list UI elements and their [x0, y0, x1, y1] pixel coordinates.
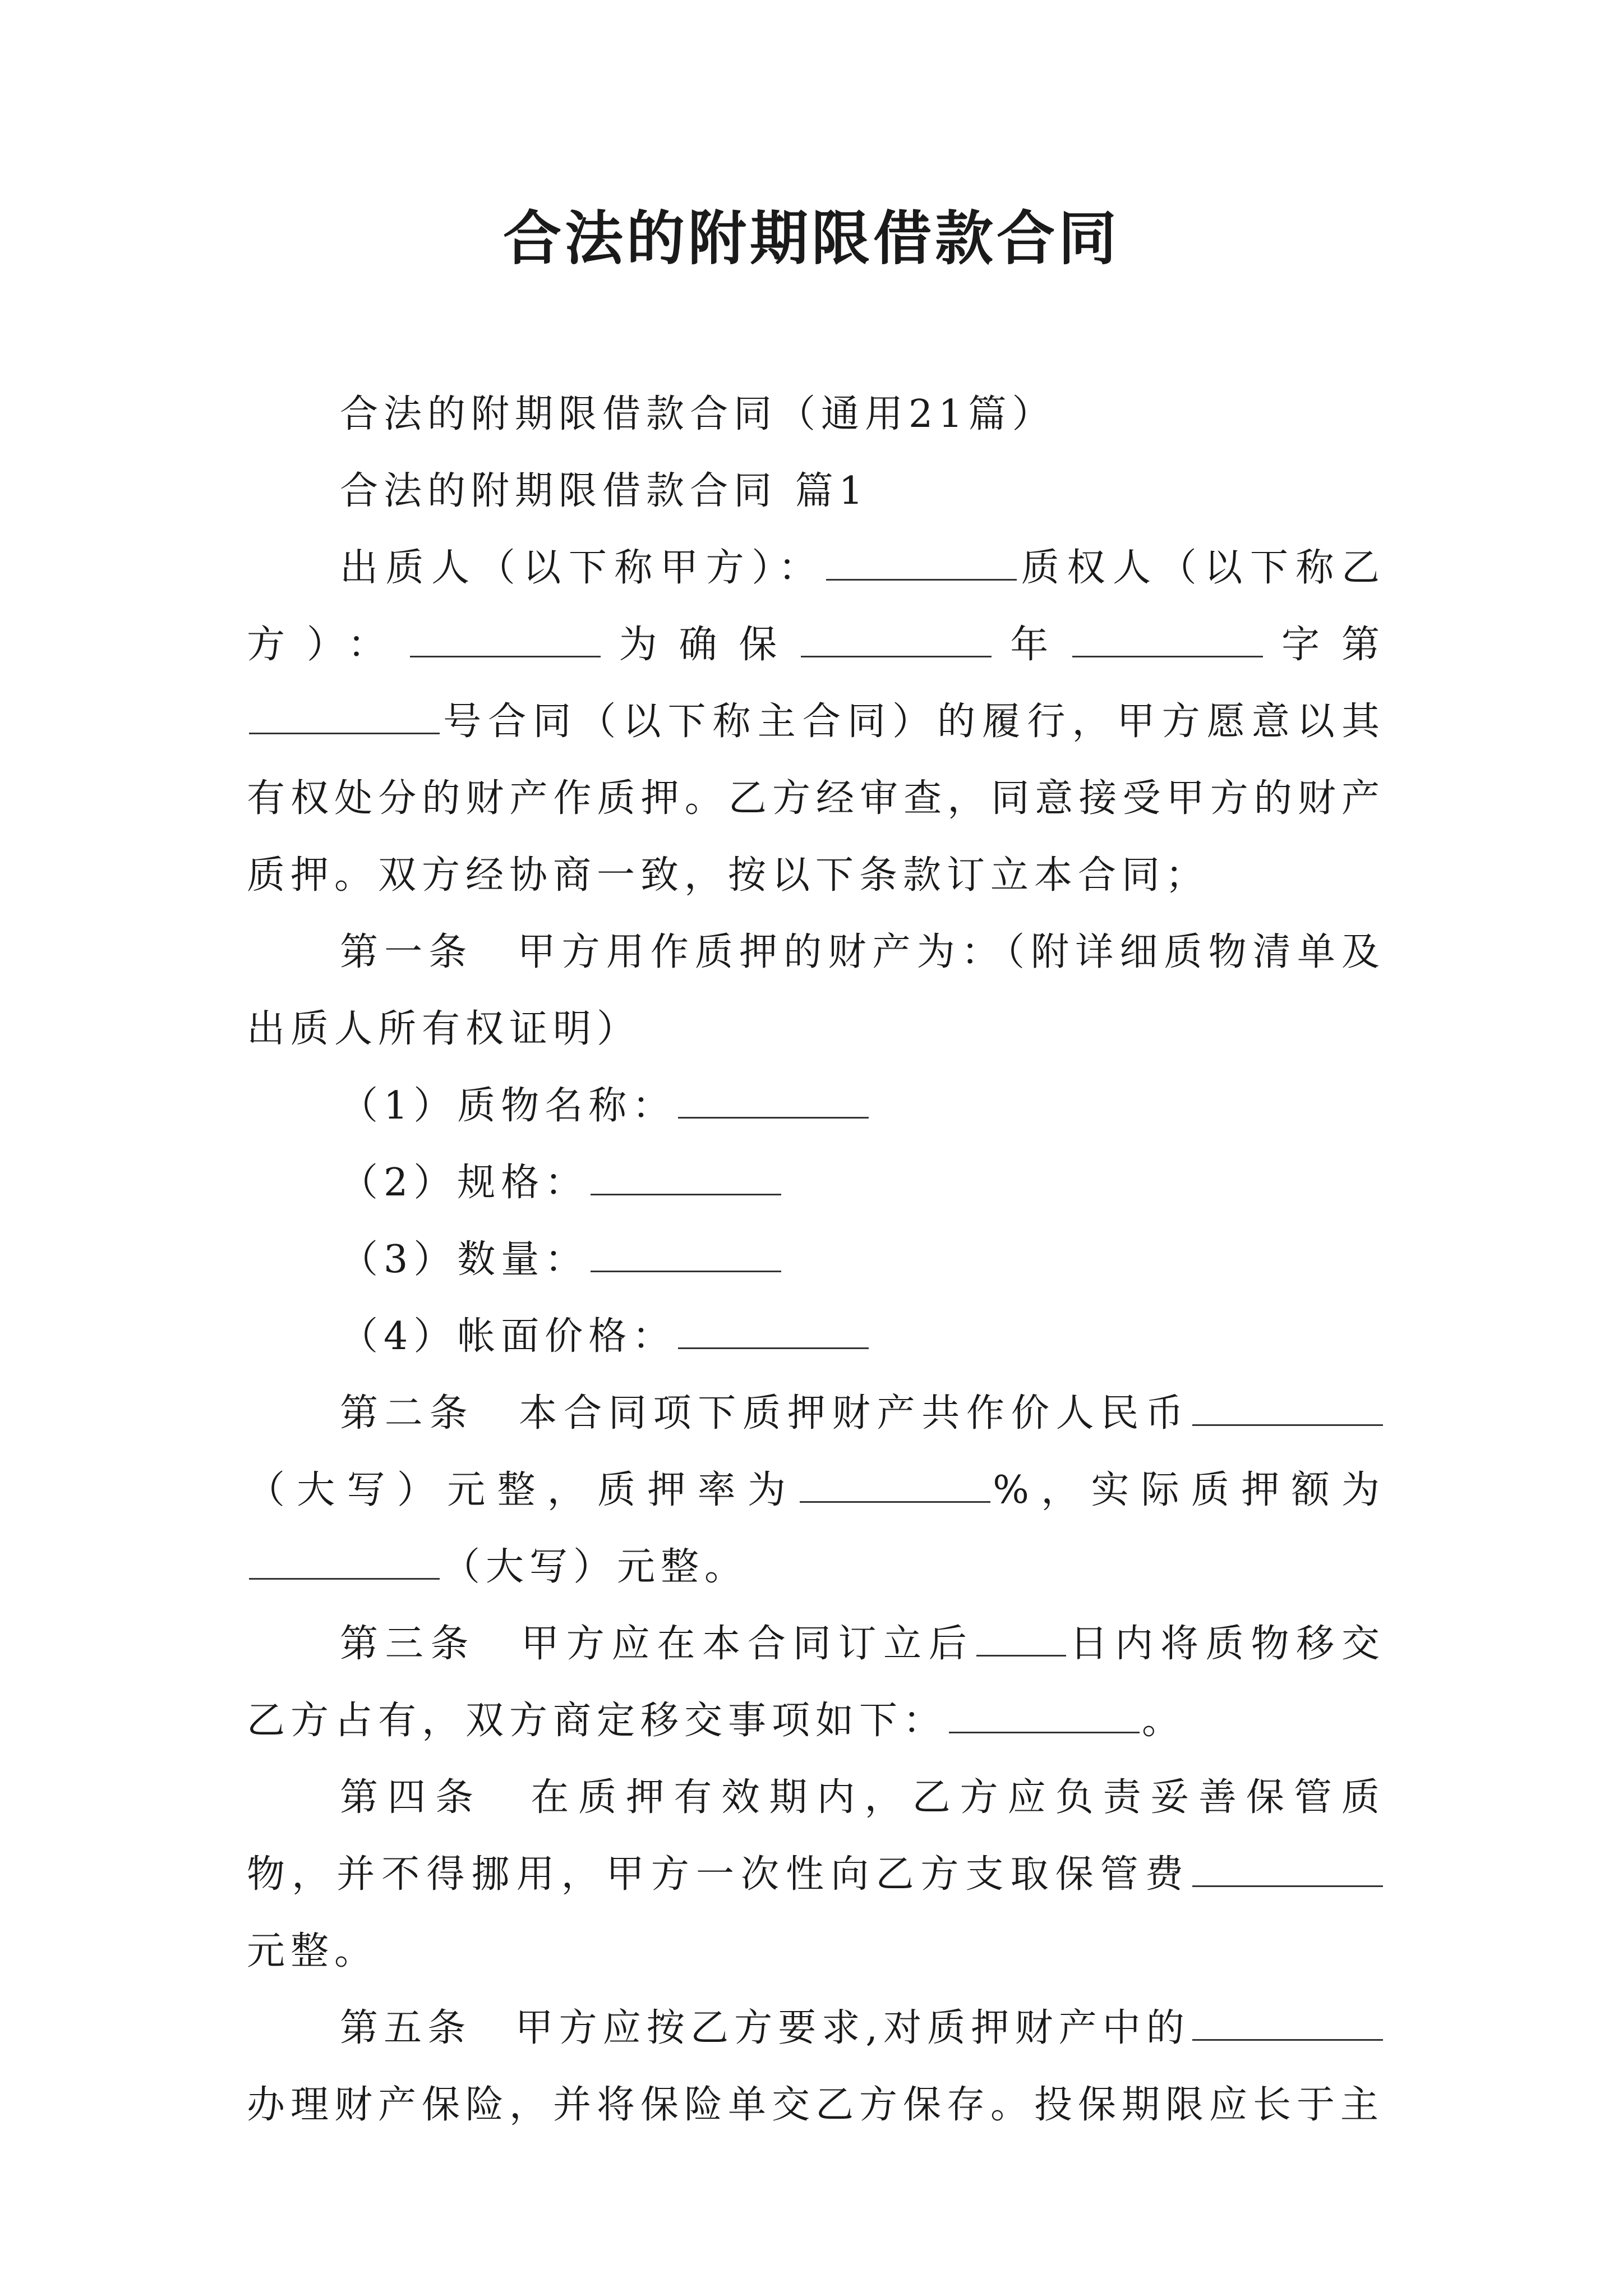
text: 第四条 在质押有效期内，乙方应负责妥善保管质物，并不得挪用，甲方一次性向乙方支取保管费 [247, 1775, 1385, 1897]
item-4 [247, 1298, 1385, 1375]
text: （1）质物名称： [340, 1084, 676, 1128]
document-body [247, 376, 1385, 2143]
text: 办理财产保险，并将保险单交乙方保存。投保期限应长于主 [247, 2083, 1385, 2127]
text: 字第 [1265, 623, 1385, 667]
fill-blank [249, 1544, 440, 1580]
article-4 [247, 1759, 1385, 1990]
text: %，实际质押额为 [993, 1468, 1385, 1512]
fill-blank [591, 1159, 781, 1195]
article-1: 第一条 甲方用作质押的财产为：（附详细质物清单及出质人所有权证明） [247, 930, 1385, 1051]
fill-blank [678, 1083, 869, 1119]
text: 为确保 [602, 623, 799, 667]
fill-blank [1192, 1390, 1383, 1426]
section-heading: 合法的附期限借款合同 篇1 [340, 469, 869, 513]
item-2 [247, 1144, 1385, 1221]
article-3 [247, 1605, 1385, 1759]
subtitle: 合法的附期限借款合同（通用21篇） [340, 392, 1056, 436]
fill-blank [1192, 1851, 1383, 1887]
text: （3）数量： [340, 1237, 589, 1282]
paragraph-parties [247, 530, 1385, 914]
fill-blank [1072, 622, 1263, 657]
fill-blank [800, 1467, 990, 1503]
text: （大写）元整，质押率为 [247, 1468, 798, 1512]
fill-blank [410, 622, 601, 657]
text: 年 [994, 623, 1071, 667]
article-2 [247, 1375, 1385, 1605]
item-3 [247, 1221, 1385, 1298]
text: 第三条 甲方应在本合同订立后 [340, 1622, 974, 1666]
item-1 [247, 1068, 1385, 1144]
text: 质权人（以下称乙方）： [247, 546, 1385, 667]
fill-blank [801, 622, 992, 657]
text: （大写）元整。 [442, 1545, 749, 1589]
text: 号合同（以下称主合同）的履行，甲方愿意以其有权处分的财产作质押。乙方经审查，同意接受甲方的财产质押。双方经协商一致，按以下条款订立本合同； [247, 700, 1385, 898]
text: （4）帐面价格： [340, 1314, 676, 1359]
text: （2）规格： [340, 1161, 589, 1205]
text: 。 [1142, 1699, 1186, 1743]
article-5 [247, 1990, 1385, 2143]
text: 第二条 本合同项下质押财产共作价人民币 [340, 1391, 1190, 1435]
fill-blank [1192, 2005, 1383, 2041]
text: 出质人（以下称甲方）： [340, 546, 824, 590]
document-title: 合法的附期限借款合同 [502, 204, 1120, 273]
fill-blank [826, 545, 1017, 581]
fill-blank [678, 1313, 869, 1349]
fill-blank [976, 1621, 1066, 1657]
text: 第五条 甲方应按乙方要求,对质押财产中的 [340, 2006, 1190, 2050]
fill-blank [949, 1697, 1140, 1733]
fill-blank [591, 1236, 781, 1272]
text: 元整。 [247, 1929, 379, 1973]
text: 日内将质物移交乙方占有，双方商定移交事项如下： [247, 1622, 1385, 1743]
fill-blank [249, 698, 440, 734]
